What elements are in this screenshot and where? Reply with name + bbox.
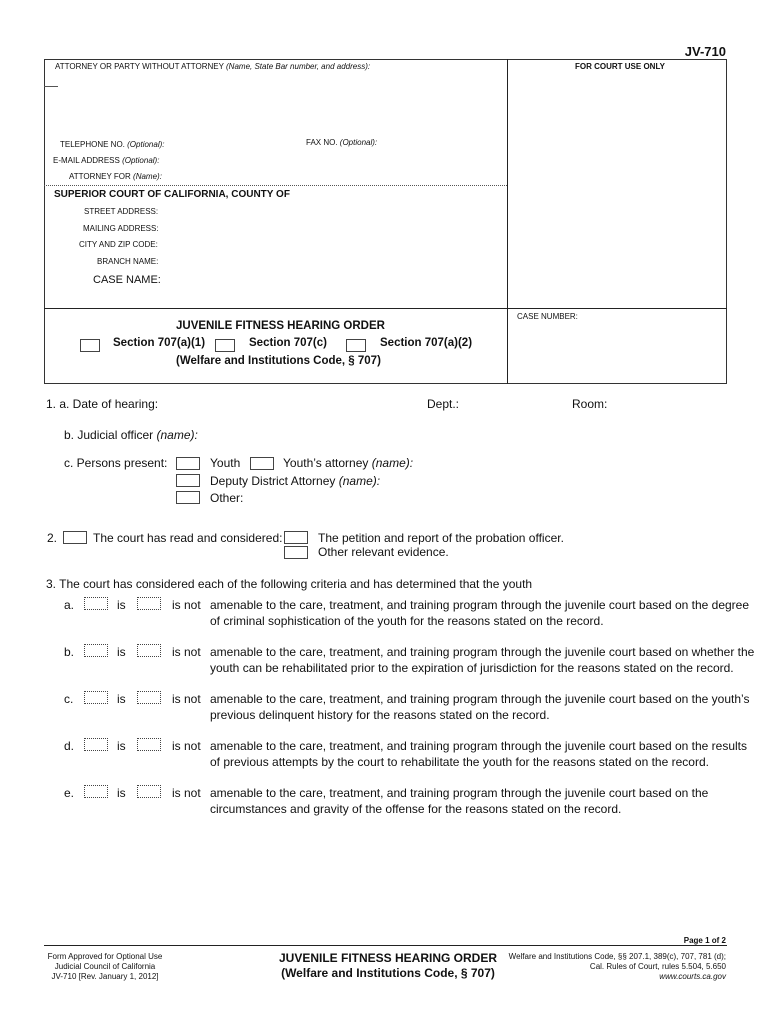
- petition-report-label: The petition and report of the probation officer.: [318, 531, 564, 545]
- section-707c-checkbox[interactable]: [215, 339, 235, 352]
- criterion-text-line1: amenable to the care, treatment, and training program through the juvenile court based on the degree: [210, 598, 750, 612]
- footer-rule: [44, 945, 727, 946]
- form-number: JV-710: [684, 44, 726, 59]
- criterion-text: [210, 597, 750, 629]
- criterion-text: [210, 738, 747, 770]
- criterion-text-line2: of criminal sophistication of the youth for the reasons stated on the record.: [210, 614, 604, 628]
- criterion-is-checkbox[interactable]: [84, 644, 108, 657]
- read-considered-checkbox[interactable]: [63, 531, 87, 544]
- criterion-is-not-checkbox[interactable]: [137, 738, 161, 751]
- youth-checkbox[interactable]: [176, 457, 200, 470]
- dda-checkbox[interactable]: [176, 474, 200, 487]
- footer-left: [44, 952, 166, 982]
- form-title: JUVENILE FITNESS HEARING ORDER: [176, 320, 385, 332]
- hearing-date-label: 1. a. Date of hearing:: [46, 397, 159, 411]
- other-label: Other:: [210, 491, 244, 505]
- footer-left-line2: Judicial Council of California: [54, 962, 156, 971]
- room-label: Room:: [572, 397, 608, 411]
- read-considered-label: The court has read and considered:: [93, 531, 283, 545]
- criterion-is-not-checkbox[interactable]: [137, 691, 161, 704]
- petition-report-checkbox[interactable]: [284, 531, 308, 544]
- criterion-text-line2: youth can be rehabilitated prior to the expiration of jurisdiction for the reasons stated on the record.: [210, 661, 734, 675]
- criterion-is-checkbox[interactable]: [84, 691, 108, 704]
- criterion-is-label: is: [117, 739, 126, 753]
- criterion-text: [210, 691, 750, 723]
- mailing-address-label: MAILING ADDRESS:: [83, 224, 159, 233]
- criterion-is-not-checkbox[interactable]: [137, 644, 161, 657]
- criterion-is-not-checkbox[interactable]: [137, 785, 161, 798]
- footer-website: www.courts.ca.gov: [659, 972, 726, 981]
- item3-intro: 3. The court has considered each of the following criteria and has determined that the youth: [46, 577, 533, 591]
- criterion-is-not-label: is not: [172, 739, 201, 753]
- item2-number: 2.: [47, 531, 58, 545]
- criterion-letter: b.: [64, 645, 75, 659]
- case-number-label: CASE NUMBER:: [517, 312, 578, 321]
- dept-label: Dept.:: [427, 397, 460, 411]
- section-707a1-label: Section 707(a)(1): [113, 337, 206, 349]
- youth-attorney-label: Youth’s attorney (name):: [283, 456, 414, 470]
- criterion-is-not-label: is not: [172, 645, 201, 659]
- court-divider: [44, 185, 507, 186]
- criterion-text-line2: of previous attempts by the court to rehabilitate the youth for the reasons stated on the record.: [210, 755, 709, 769]
- street-address-label: STREET ADDRESS:: [84, 207, 159, 216]
- section-707a2-checkbox[interactable]: [346, 339, 366, 352]
- title-code: (Welfare and Institutions Code, § 707): [176, 355, 381, 367]
- criterion-is-not-label: is not: [172, 598, 201, 612]
- criterion-text: [210, 644, 755, 676]
- court-title: SUPERIOR COURT OF CALIFORNIA, COUNTY OF: [54, 189, 290, 200]
- footer-subtitle-line: (Welfare and Institutions Code, § 707): [281, 966, 495, 980]
- criterion-text-line1: amenable to the care, treatment, and training program through the juvenile court based on the youth’s: [210, 692, 750, 706]
- criterion-is-label: is: [117, 645, 126, 659]
- criterion-is-not-label: is not: [172, 786, 201, 800]
- youth-label: Youth: [210, 456, 241, 470]
- dda-label: Deputy District Attorney (name):: [210, 474, 381, 488]
- city-zip-label: CITY AND ZIP CODE:: [79, 240, 158, 249]
- criterion-text-line1: amenable to the care, treatment, and training program through the juvenile court based on the: [210, 786, 709, 800]
- criterion-is-not-checkbox[interactable]: [137, 597, 161, 610]
- email-label: E-MAIL ADDRESS (Optional):: [53, 156, 160, 165]
- attorney-for-label: ATTORNEY FOR (Name):: [69, 172, 162, 181]
- case-name-label: CASE NAME:: [93, 274, 161, 286]
- judicial-officer-label: b. Judicial officer (name):: [64, 428, 198, 442]
- criterion-text-line1: amenable to the care, treatment, and training program through the juvenile court based on the results: [210, 739, 747, 753]
- youth-attorney-checkbox[interactable]: [250, 457, 274, 470]
- criterion-is-checkbox[interactable]: [84, 597, 108, 610]
- attorney-label: ATTORNEY OR PARTY WITHOUT ATTORNEY (Name, State Bar number, and address):: [55, 62, 371, 71]
- other-evidence-label: Other relevant evidence.: [318, 545, 449, 559]
- criterion-is-not-label: is not: [172, 692, 201, 706]
- footer-right: [509, 952, 726, 982]
- criterion-is-checkbox[interactable]: [84, 738, 108, 751]
- criterion-letter: c.: [64, 692, 74, 706]
- criterion-is-label: is: [117, 598, 126, 612]
- fax-label: FAX NO. (Optional):: [306, 138, 378, 147]
- criterion-text: [210, 785, 730, 817]
- criterion-is-label: is: [117, 692, 126, 706]
- criterion-text-line2: previous delinquent history for the reasons stated on the record.: [210, 708, 550, 722]
- footer-right-line2: Cal. Rules of Court, rules 5.504, 5.650: [589, 962, 726, 971]
- footer-left-line3: JV-710 [Rev. January 1, 2012]: [51, 972, 159, 981]
- footer-right-line1: Welfare and Institutions Code, §§ 207.1, 389(c), 707, 781 (d);: [508, 952, 726, 961]
- criterion-is-checkbox[interactable]: [84, 785, 108, 798]
- footer-title: [268, 951, 508, 981]
- caption-divider: [507, 59, 508, 384]
- criterion-letter: d.: [64, 739, 75, 753]
- persons-present-label: c. Persons present:: [64, 456, 168, 470]
- criterion-letter: e.: [64, 786, 75, 800]
- criterion-is-label: is: [117, 786, 126, 800]
- criterion-letter: a.: [64, 598, 75, 612]
- criterion-text-line1: amenable to the care, treatment, and training program through the juvenile court based on whether the: [210, 645, 755, 659]
- page-number: Page 1 of 2: [683, 936, 726, 945]
- footer-left-line1: Form Approved for Optional Use: [47, 952, 163, 961]
- footer-title-line: JUVENILE FITNESS HEARING ORDER: [278, 951, 498, 965]
- section-707a2-label: Section 707(a)(2): [380, 337, 473, 349]
- attorney-field-mark: [44, 86, 58, 87]
- other-evidence-checkbox[interactable]: [284, 546, 308, 559]
- caption-box: [44, 59, 727, 384]
- branch-name-label: BRANCH NAME:: [97, 257, 159, 266]
- title-divider: [44, 308, 727, 309]
- criterion-text-line2: circumstances and gravity of the offense for the reasons stated on the record.: [210, 802, 622, 816]
- section-707a1-checkbox[interactable]: [80, 339, 100, 352]
- section-707c-label: Section 707(c): [249, 337, 327, 349]
- court-use-label: FOR COURT USE ONLY: [575, 62, 665, 71]
- telephone-label: TELEPHONE NO. (Optional):: [60, 140, 165, 149]
- other-checkbox[interactable]: [176, 491, 200, 504]
